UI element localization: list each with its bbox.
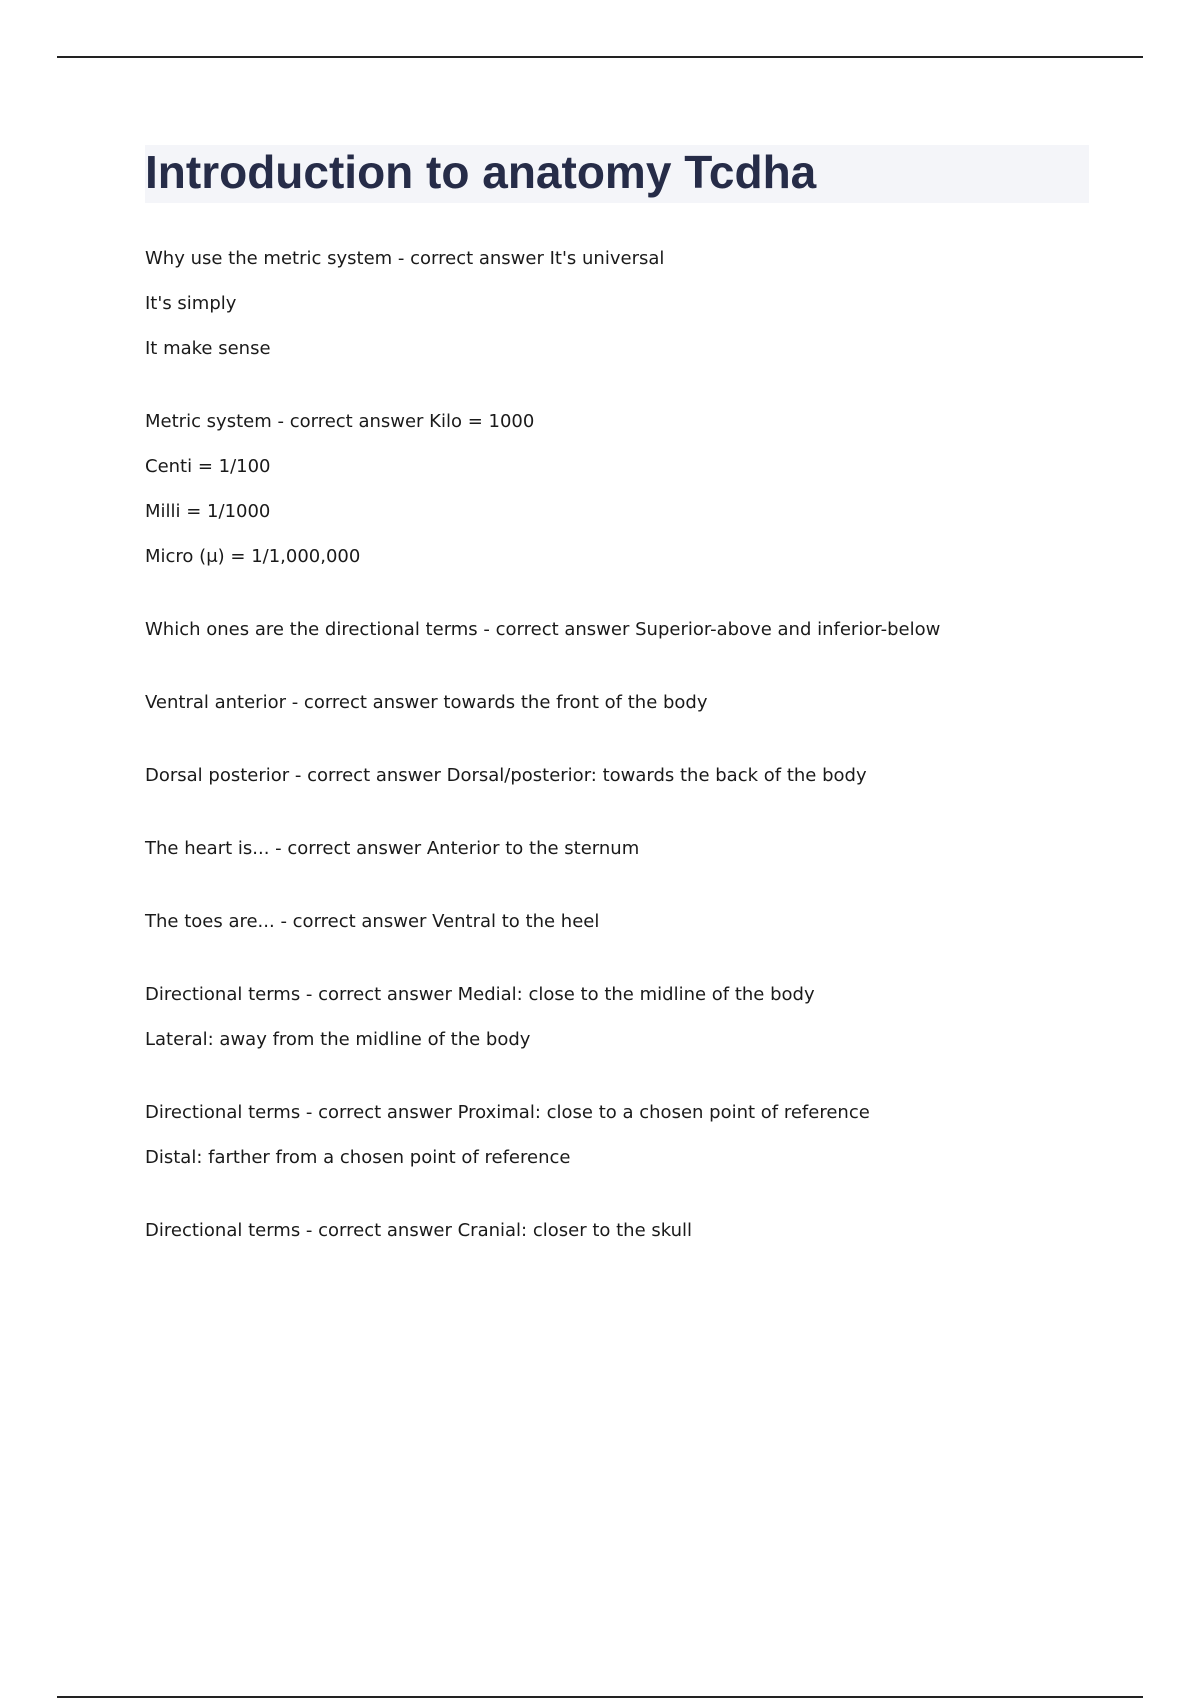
entry-line: Micro (μ) = 1/1,000,000 bbox=[145, 546, 361, 567]
qa-entry bbox=[145, 616, 1095, 643]
qa-entry bbox=[145, 981, 1095, 1053]
entry-line: Metric system - correct answer Kilo = 1000 bbox=[145, 411, 535, 432]
page-title: Introduction to anatomy Tcdha bbox=[145, 146, 817, 198]
qa-entry bbox=[145, 835, 1095, 862]
entry-line: The toes are... - correct answer Ventral to the heel bbox=[145, 911, 600, 932]
qa-entry bbox=[145, 245, 1095, 362]
document-body bbox=[145, 245, 1095, 1290]
qa-entry bbox=[145, 762, 1095, 789]
entry-line: Centi = 1/100 bbox=[145, 456, 271, 477]
entry-line: It's simply bbox=[145, 293, 237, 314]
entry-line: Why use the metric system - correct answer It's universal bbox=[145, 248, 665, 269]
top-divider bbox=[57, 56, 1143, 58]
entry-line: It make sense bbox=[145, 338, 271, 359]
entry-line: Directional terms - correct answer Medial: close to the midline of the body bbox=[145, 984, 815, 1005]
entry-line: The heart is... - correct answer Anterior to the sternum bbox=[145, 838, 640, 859]
entry-line: Dorsal posterior - correct answer Dorsal/posterior: towards the back of the body bbox=[145, 765, 867, 786]
qa-entry bbox=[145, 1217, 1095, 1244]
entry-line: Distal: farther from a chosen point of reference bbox=[145, 1147, 571, 1168]
entry-line: Milli = 1/1000 bbox=[145, 501, 271, 522]
qa-entry bbox=[145, 1099, 1095, 1171]
qa-entry bbox=[145, 908, 1095, 935]
bottom-divider bbox=[57, 1696, 1143, 1698]
qa-entry bbox=[145, 689, 1095, 716]
entry-line: Directional terms - correct answer Proximal: close to a chosen point of reference bbox=[145, 1102, 870, 1123]
entry-line: Lateral: away from the midline of the body bbox=[145, 1029, 531, 1050]
qa-entry bbox=[145, 408, 1095, 570]
entry-line: Directional terms - correct answer Cranial: closer to the skull bbox=[145, 1220, 693, 1241]
entry-line: Ventral anterior - correct answer towards the front of the body bbox=[145, 692, 708, 713]
entry-line: Which ones are the directional terms - correct answer Superior-above and inferior-below bbox=[145, 619, 941, 640]
